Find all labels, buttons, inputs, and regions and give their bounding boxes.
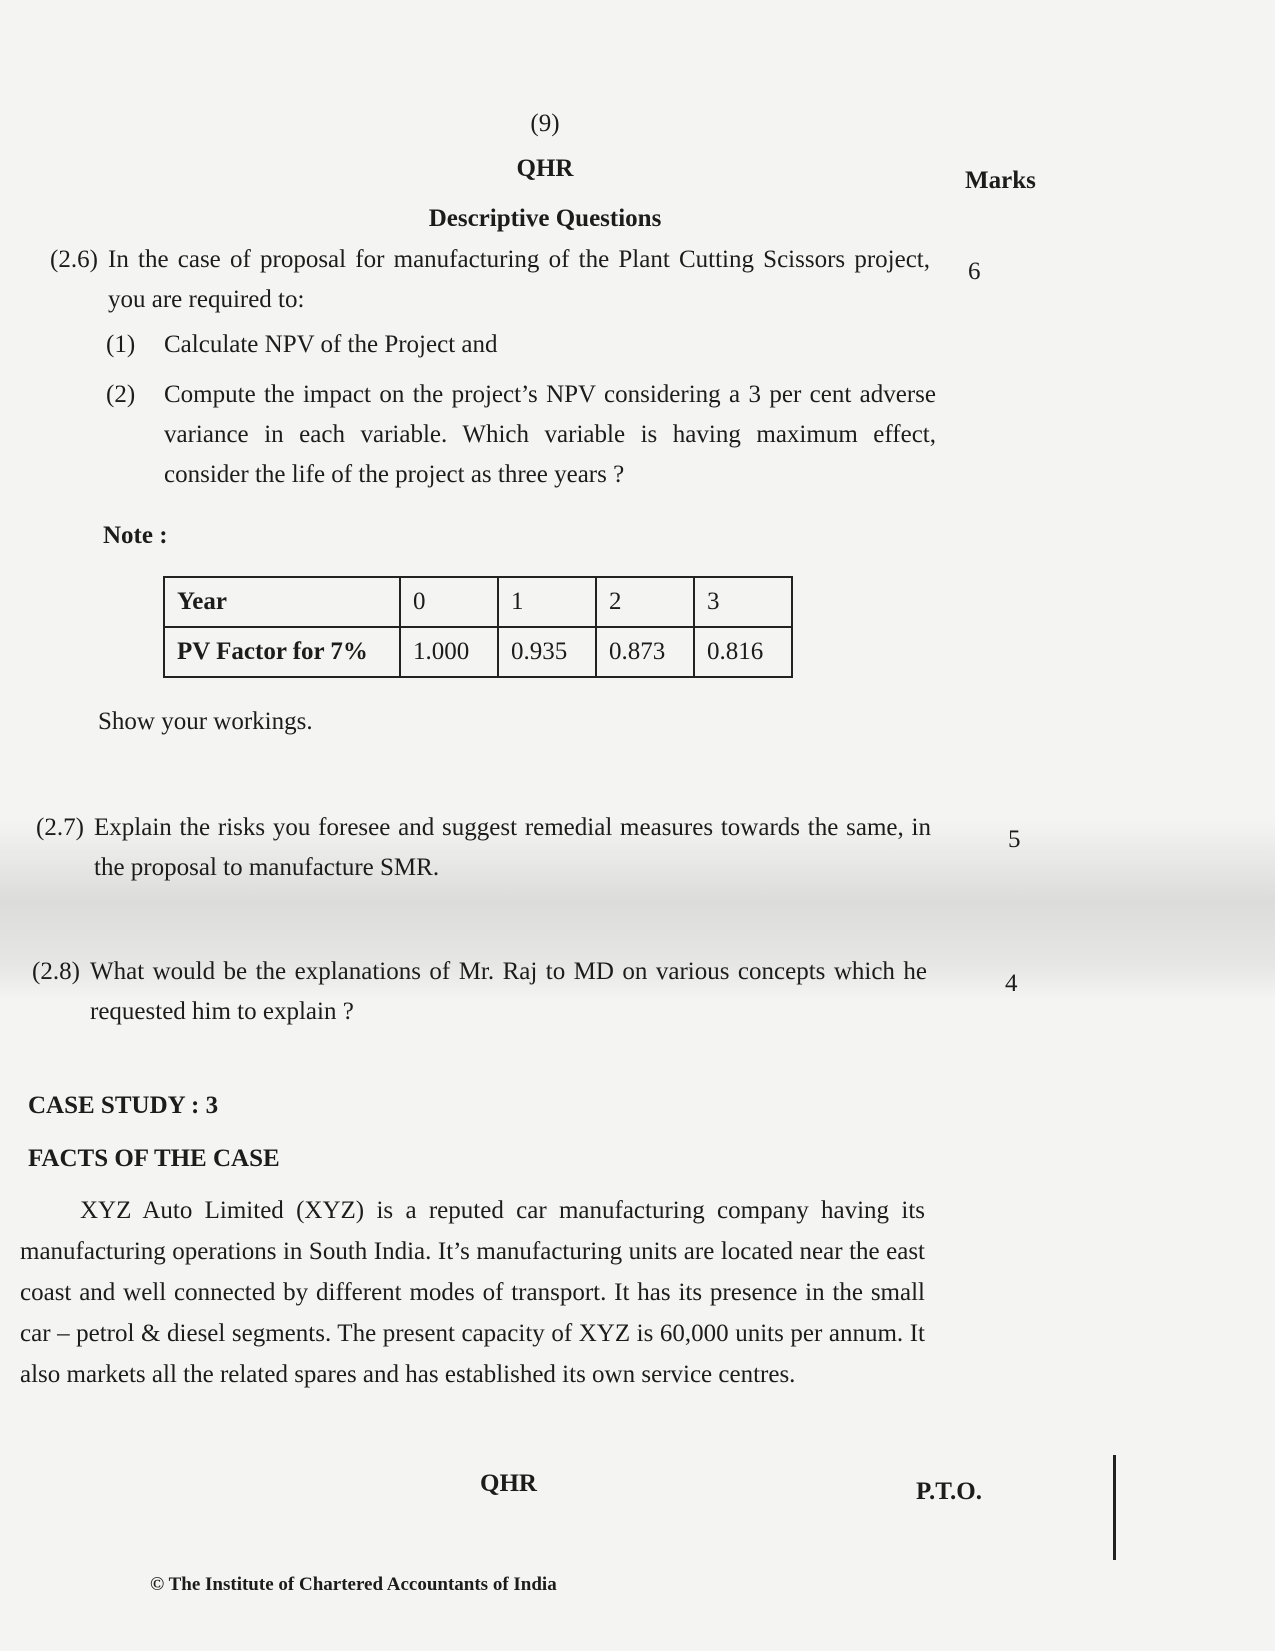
case-paragraph: XYZ Auto Limited (XYZ) is a reputed car manufacturing company having its manufacturing operations in South India. It’s manufacturing units are located near the east coast and well connected by different modes of transport. It has its presence in the small car – petrol & diesel segments. The present capacity of XYZ is 60,000 units per annum. It also markets all the related spares and has established its own service centres. <box>20 1197 925 1388</box>
table-row-label: PV Factor for 7% <box>164 627 400 677</box>
question-number: (2.7) <box>36 814 84 841</box>
subpart-text: Compute the impact on the project’s NPV considering a 3 per cent adverse variance in each variable. Which variable is having maximum effect, consider the life of the project as three years ? <box>164 381 936 488</box>
question-text: In the case of proposal for manufacturing of the Plant Cutting Scissors project, you are required to: <box>108 246 930 313</box>
note-label: Note : <box>103 522 168 549</box>
pv-factor-table <box>163 576 793 678</box>
subpart-2 <box>106 375 936 495</box>
case-study-title: CASE STUDY : 3 <box>28 1092 219 1119</box>
question-number: (2.6) <box>50 246 98 273</box>
question-2-7 <box>36 808 931 888</box>
year-cell: 2 <box>596 577 694 627</box>
table-row-label: Year <box>164 577 400 627</box>
question-text: What would be the explanations of Mr. Raj to MD on various concepts which he requested him to explain ? <box>90 958 927 1025</box>
marks-2-7: 5 <box>1008 826 1021 853</box>
subpart-number: (2) <box>106 381 136 408</box>
marks-2-8: 4 <box>1005 970 1018 997</box>
year-cell: 0 <box>400 577 498 627</box>
factor-cell: 0.935 <box>498 627 596 677</box>
factor-cell: 0.816 <box>694 627 792 677</box>
subpart-1 <box>106 325 936 365</box>
section-title: Descriptive Questions <box>428 205 662 232</box>
margin-rule <box>1113 1455 1116 1560</box>
copyright-footer: © The Institute of Chartered Accountants of India <box>150 1574 557 1595</box>
pto-label: P.T.O. <box>916 1478 982 1505</box>
factor-cell: 0.873 <box>596 627 694 677</box>
year-cell: 3 <box>694 577 792 627</box>
question-2-8 <box>32 952 927 1032</box>
table-row-pv-factor <box>164 627 792 677</box>
paper-code-top: QHR <box>516 155 574 182</box>
workings-instruction: Show your workings. <box>98 708 313 735</box>
year-cell: 1 <box>498 577 596 627</box>
subpart-text: Calculate NPV of the Project and <box>164 331 498 358</box>
question-2-6 <box>50 240 930 320</box>
question-text: Explain the risks you foresee and suggest remedial measures towards the same, in the proposal to manufacture SMR. <box>94 814 931 881</box>
subpart-number: (1) <box>106 331 136 358</box>
marks-heading: Marks <box>965 167 1036 194</box>
case-facts-heading: FACTS OF THE CASE <box>28 1145 280 1172</box>
page-number: (9) <box>530 110 560 137</box>
factor-cell: 1.000 <box>400 627 498 677</box>
marks-2-6: 6 <box>968 258 981 285</box>
table-row-year <box>164 577 792 627</box>
question-number: (2.8) <box>32 958 80 985</box>
paper-code-bottom: QHR <box>480 1470 537 1497</box>
